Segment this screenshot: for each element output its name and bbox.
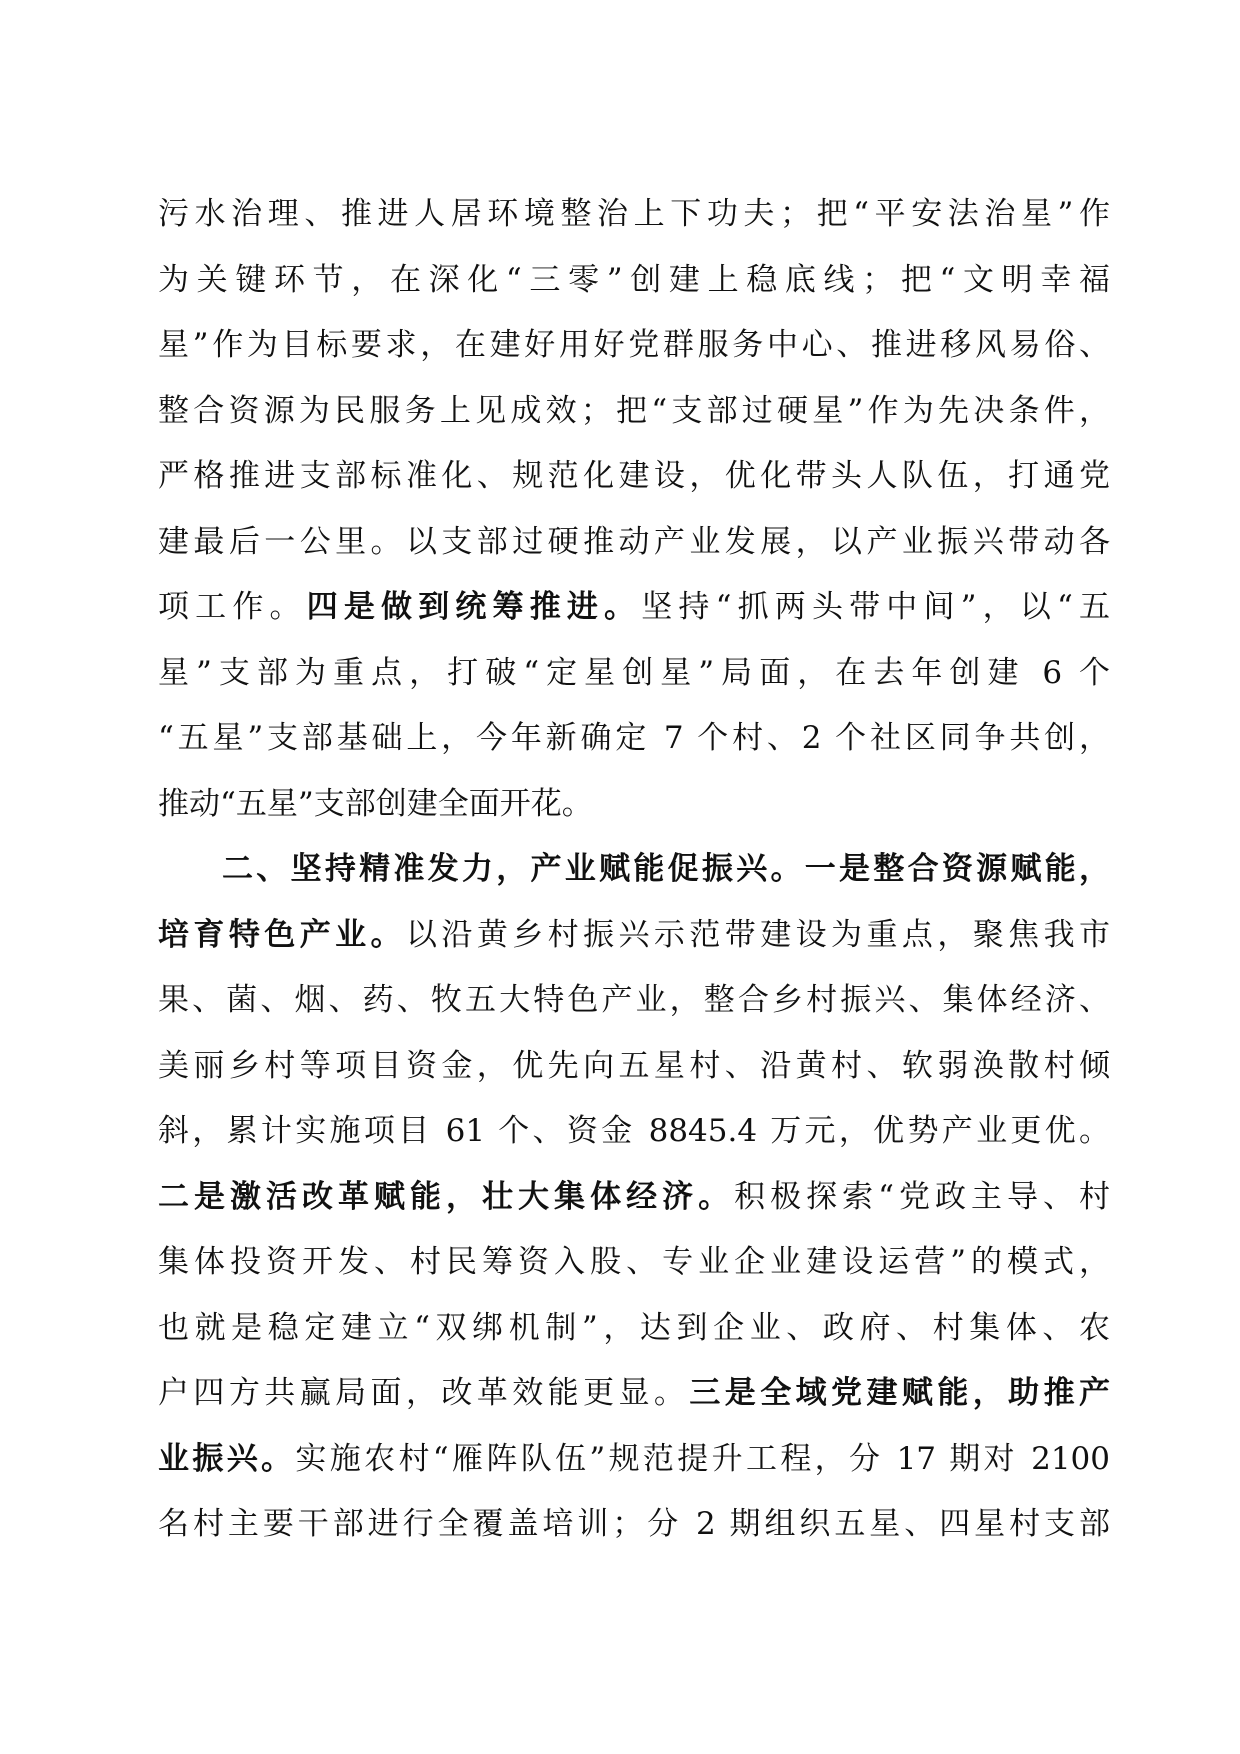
body-text: 也就是稳定建立“双绑机制”，达到企业、政府、村集体、农 — [158, 1309, 1110, 1346]
body-text: 坚持“抓两头带中间”，以“五 — [641, 589, 1111, 625]
text-line — [158, 182, 1110, 248]
text-line — [158, 1230, 1110, 1296]
body-text: 名村主要干部进行全覆盖培训；分 2 期组织五星、四星村支部 — [158, 1506, 1110, 1542]
body-text: “五星”支部基础上，今年新确定 7 个村、2 个社区同争共创， — [158, 720, 1110, 756]
text-line — [158, 837, 1110, 903]
body-text: 积极探索“党政主导、村 — [734, 1178, 1110, 1215]
body-text: 美丽乡村等项目资金，优先向五星村、沿黄村、软弱涣散村倾 — [158, 1047, 1110, 1084]
text-line — [158, 248, 1110, 314]
body-text: 星”支部为重点，打破“定星创星”局面，在去年创建 6 个 — [158, 654, 1110, 691]
text-line — [158, 313, 1110, 379]
body-text: 实施农村“雁阵队伍”规范提升工程，分 17 期对 2100 — [295, 1440, 1111, 1477]
document-page — [158, 182, 1110, 1558]
text-line — [158, 1427, 1110, 1493]
text-line — [158, 444, 1110, 510]
body-text: 建最后一公里。以支部过硬推动产业发展，以产业振兴带动各 — [158, 523, 1110, 560]
bold-heading-text: 培育特色产业。 — [158, 916, 406, 953]
text-line — [158, 1034, 1110, 1100]
text-line — [158, 641, 1110, 707]
text-line — [158, 575, 1110, 641]
body-text: 推动“五星”支部创建全面开花。 — [158, 785, 593, 822]
text-line — [158, 1361, 1110, 1427]
text-line — [158, 772, 1110, 838]
body-text: 以沿黄乡村振兴示范带建设为重点，聚焦我市 — [405, 916, 1111, 953]
bold-heading-text: 二是激活改革赋能，壮大集体经济。 — [158, 1178, 735, 1215]
text-line — [158, 510, 1110, 576]
body-text: 集体投资开发、村民筹资入股、专业企业建设运营”的模式， — [158, 1244, 1110, 1280]
text-line — [158, 1165, 1110, 1231]
body-text: 星”作为目标要求，在建好用好党群服务中心、推进移风易俗、 — [158, 327, 1110, 363]
body-text: 为关键环节，在深化“三零”创建上稳底线；把“文明幸福 — [158, 261, 1110, 298]
bold-heading-text: 业振兴。 — [158, 1440, 296, 1477]
body-text: 斜，累计实施项目 61 个、资金 8845.4 万元，优势产业更优。 — [158, 1113, 1110, 1149]
text-line — [158, 1099, 1110, 1165]
body-text: 果、菌、烟、药、牧五大特色产业，整合乡村振兴、集体经济、 — [158, 982, 1110, 1018]
text-line — [158, 379, 1110, 445]
body-text: 项工作。 — [158, 589, 307, 625]
text-line — [158, 1492, 1110, 1558]
body-text: 污水治理、推进人居环境整治上下功夫；把“平安法治星”作 — [158, 196, 1110, 232]
body-text: 整合资源为民服务上见成效；把“支部过硬星”作为先决条件， — [158, 392, 1110, 429]
text-line — [158, 706, 1110, 772]
body-text: 严格推进支部标准化、规范化建设，优化带头人队伍，打通党 — [158, 458, 1110, 494]
bold-heading-text: 四是做到统筹推进。 — [306, 589, 642, 625]
text-line — [158, 903, 1110, 969]
text-line — [158, 1296, 1110, 1362]
bold-heading-text: 二、坚持精准发力，产业赋能促振兴。一是整合资源赋能， — [222, 851, 1110, 887]
text-line — [158, 968, 1110, 1034]
bold-heading-text: 三是全域党建赋能，助推产 — [689, 1375, 1111, 1411]
body-text: 户四方共赢局面，改革效能更显。 — [158, 1375, 690, 1411]
